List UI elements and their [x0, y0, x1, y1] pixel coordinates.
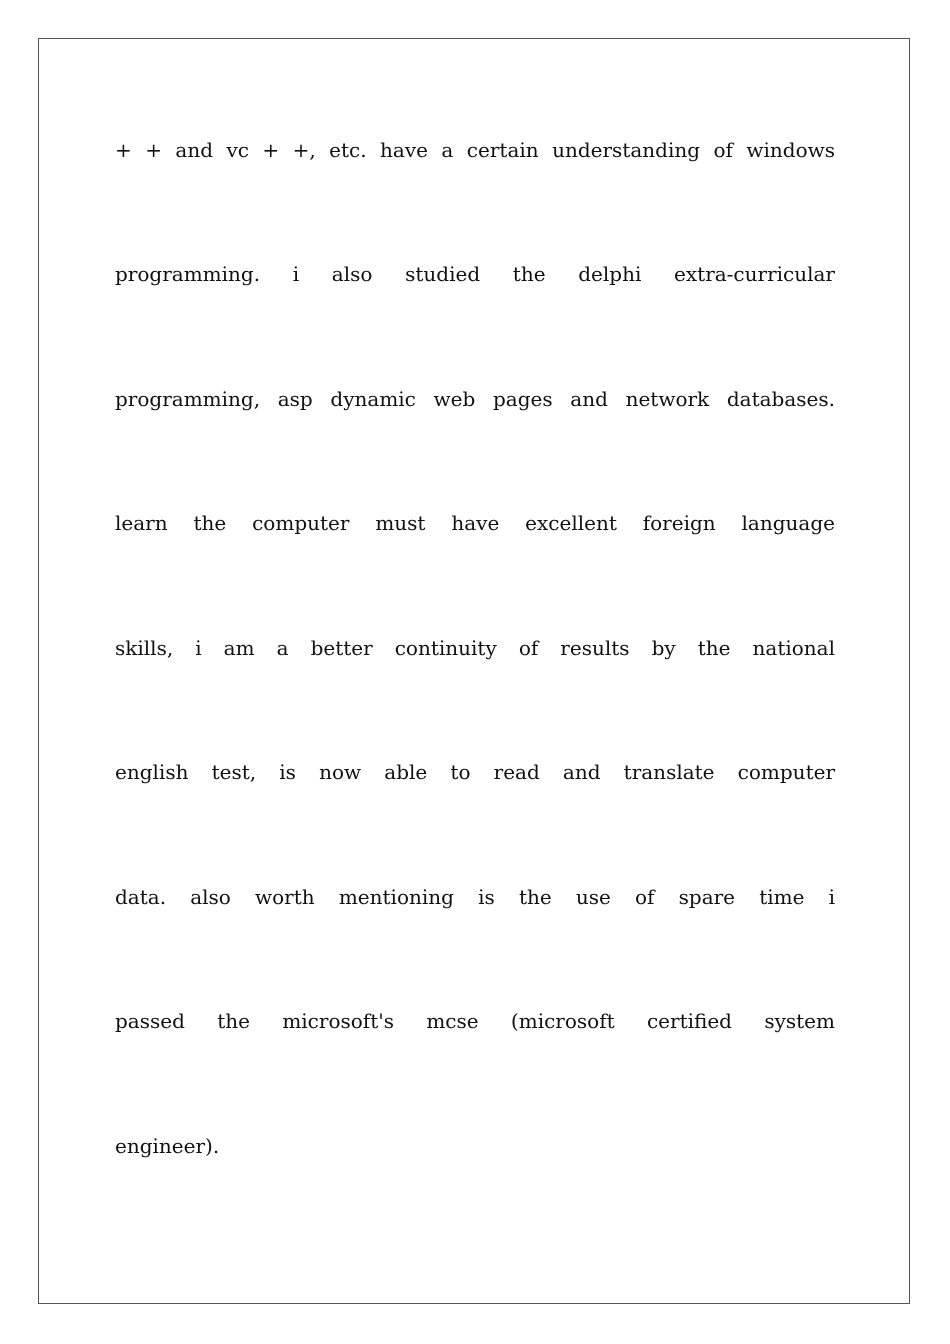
page-frame	[38, 38, 910, 1304]
text-line-8: passed the microsoft's mcse (microsoft certified system	[115, 1009, 835, 1033]
text-line-4: learn the computer must have excellent foreign language	[115, 511, 835, 535]
text-line-1: + + and vc + +, etc. have a certain understanding of windows	[115, 138, 835, 162]
text-line-2: programming. i also studied the delphi extra-curricular	[115, 262, 835, 286]
text-line-5: skills, i am a better continuity of results by the national	[115, 636, 835, 660]
text-line-9: engineer).	[115, 1134, 220, 1158]
text-line-7: data. also worth mentioning is the use of spare time i	[115, 885, 835, 909]
text-line-3: programming, asp dynamic web pages and network databases.	[115, 387, 835, 411]
text-line-6: english test, is now able to read and translate computer	[115, 760, 835, 784]
